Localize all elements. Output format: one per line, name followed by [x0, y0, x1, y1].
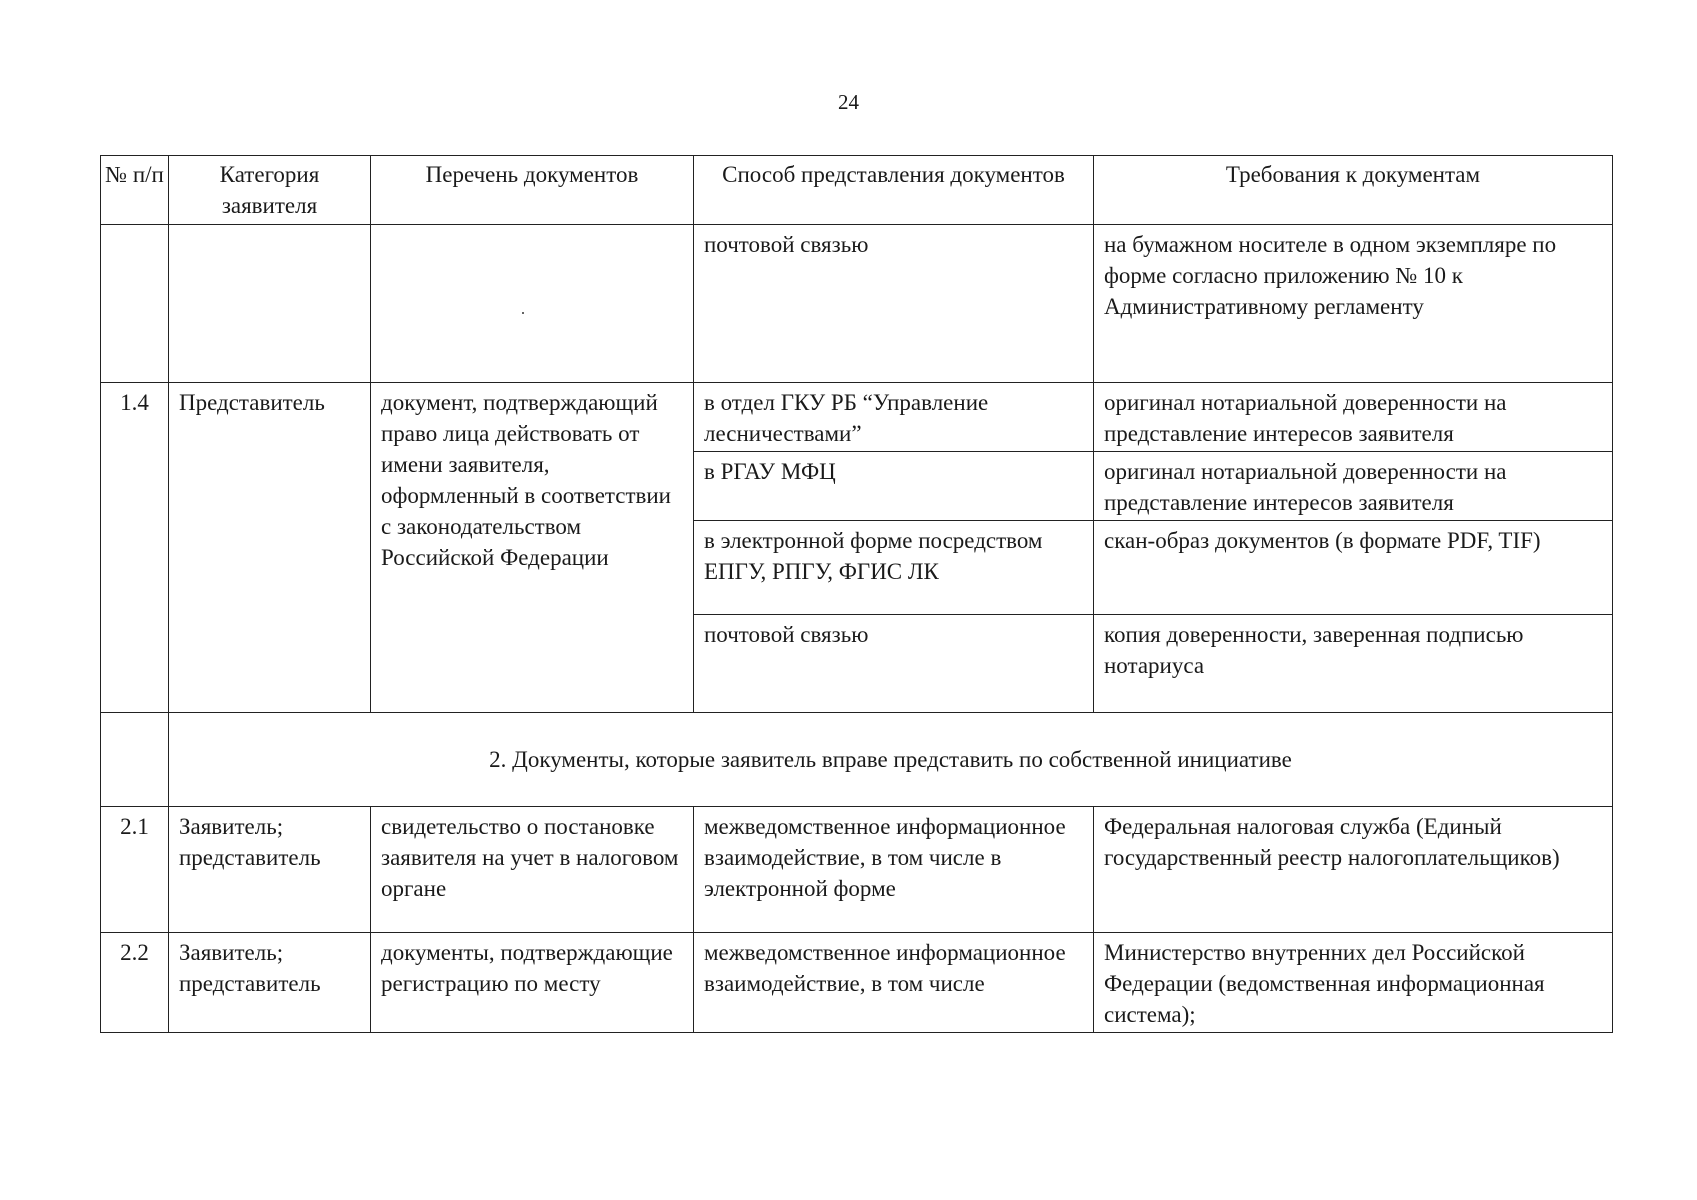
cell-requirement: копия доверенности, заверенная подписью нотариуса	[1094, 615, 1613, 713]
header-requirements: Требования к документам	[1094, 156, 1613, 225]
cell-num: 1.4	[101, 383, 169, 713]
cell-documents: документ, подтверждающий право лица действовать от имени заявителя, оформленный в соответствии с законодательством Российской Федерации	[371, 383, 694, 713]
cell-requirement: скан-образ документов (в формате PDF, TIF)	[1094, 521, 1613, 615]
scan-dot	[522, 312, 524, 314]
table-row-1-4	[101, 383, 1613, 452]
cell-documents: свидетельство о постановке заявителя на учет в налоговом органе	[371, 807, 694, 933]
cell-method: почтовой связью	[694, 615, 1094, 713]
cell-category-empty	[169, 225, 371, 383]
cell-method: почтовой связью	[694, 225, 1094, 383]
cell-method: межведомственное информационное взаимодействие, в том числе	[694, 933, 1094, 1033]
page-number: 24	[838, 90, 859, 114]
cell-documents-empty	[371, 225, 694, 383]
header-num: № п/п	[101, 156, 169, 225]
table-row-continuation	[101, 225, 1613, 383]
cell-requirement: Министерство внутренних дел Российской Федерации (ведомственная информационная система);	[1094, 933, 1613, 1033]
cell-method: межведомственное информационное взаимодействие, в том числе в электронной форме	[694, 807, 1094, 933]
header-category: Категория заявителя	[169, 156, 371, 225]
cell-documents: документы, подтверждающие регистрацию по месту	[371, 933, 694, 1033]
table-row-2-1	[101, 807, 1613, 933]
table-row-2-2	[101, 933, 1613, 1033]
cell-num: 2.1	[101, 807, 169, 933]
cell-category: Представитель	[169, 383, 371, 713]
header-method: Способ представления документов	[694, 156, 1094, 225]
documents-table	[100, 155, 1613, 1033]
table-header-row	[101, 156, 1613, 225]
cell-num-empty	[101, 225, 169, 383]
cell-requirement: оригинал нотариальной доверенности на представление интересов заявителя	[1094, 383, 1613, 452]
cell-method: в электронной форме посредством ЕПГУ, РПГУ, ФГИС ЛК	[694, 521, 1094, 615]
cell-category: Заявитель; представитель	[169, 807, 371, 933]
section-row-2	[101, 713, 1613, 807]
section-title: 2. Документы, которые заявитель вправе представить по собственной инициативе	[169, 713, 1613, 807]
cell-num: 2.2	[101, 933, 169, 1033]
cell-method: в отдел ГКУ РБ “Управление лесничествами”	[694, 383, 1094, 452]
cell-section-num-empty	[101, 713, 169, 807]
cell-method: в РГАУ МФЦ	[694, 452, 1094, 521]
cell-requirement: на бумажном носителе в одном экземпляре по форме согласно приложению № 10 к Административному регламенту	[1094, 225, 1613, 383]
cell-requirement: Федеральная налоговая служба (Единый государственный реестр налогоплательщиков)	[1094, 807, 1613, 933]
cell-category: Заявитель; представитель	[169, 933, 371, 1033]
cell-requirement: оригинал нотариальной доверенности на представление интересов заявителя	[1094, 452, 1613, 521]
header-documents: Перечень документов	[371, 156, 694, 225]
